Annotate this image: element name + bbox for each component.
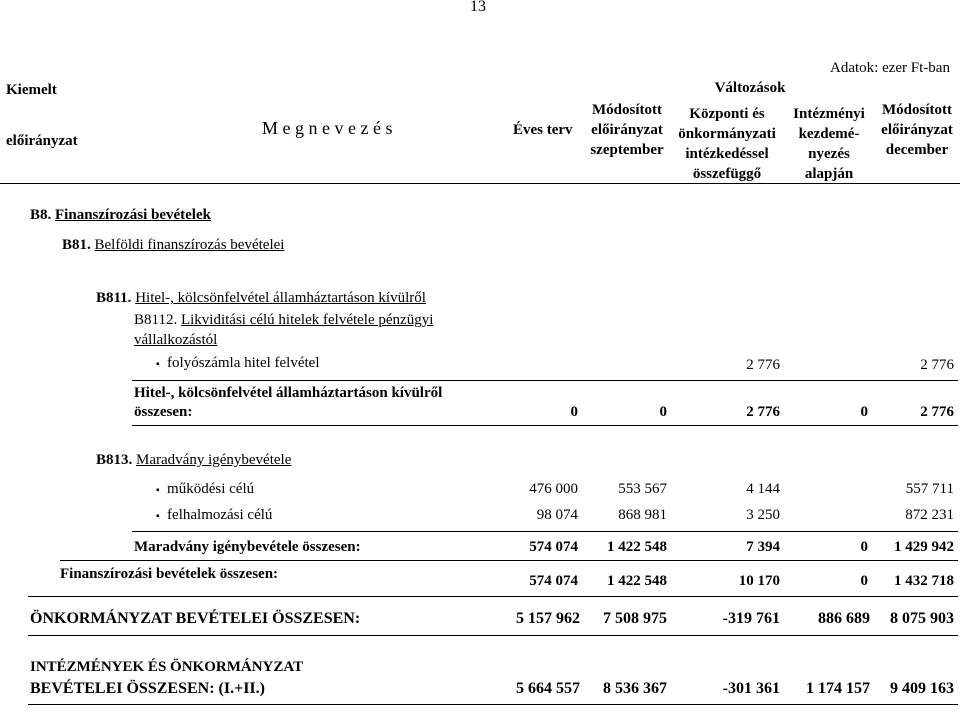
rule-maradvany-total <box>60 560 958 561</box>
mukodesi-mod-dec: 557 711 <box>905 481 954 497</box>
mukodesi-eves: 476 000 <box>529 481 578 497</box>
onkorm-total-intezmenyi: 886 689 <box>818 610 870 627</box>
finansz-total-label: Finanszírozási bevételek összesen: <box>60 566 279 582</box>
hitel-total-line2: összesen: <box>134 404 193 420</box>
felhalmozasi-kozponti: 3 250 <box>746 507 780 523</box>
intezm-total-kozponti: -301 361 <box>722 680 780 697</box>
intezm-total-intezmenyi: 1 174 157 <box>806 680 870 697</box>
hitel-total-kozponti: 2 776 <box>746 404 780 420</box>
rule-folyoszamla <box>132 380 958 381</box>
header-megnevezes: M e g n e v e z é s <box>262 118 393 138</box>
header-mod-szept: Módosított előirányzat szeptember <box>590 102 664 158</box>
felhalmozasi-eves: 98 074 <box>536 507 578 523</box>
onkorm-total-eves: 5 157 962 <box>516 610 580 627</box>
header-kiemelt: Kiemelt <box>6 82 57 98</box>
section-b81: B81. Belföldi finanszírozás bevételei <box>62 237 285 253</box>
felhalmozasi-mod-szept: 868 981 <box>618 507 667 523</box>
mukodesi-mod-szept: 553 567 <box>618 481 667 497</box>
rule-intezm-total <box>28 704 958 705</box>
row-mukodesi: ▪ működési célú <box>156 481 255 497</box>
maradvany-total-mod-szept: 1 422 548 <box>607 539 667 555</box>
intezm-total-line2: BEVÉTELEI ÖSSZESEN: (I.+II.) <box>30 680 265 697</box>
maradvany-total-mod-dec: 1 429 942 <box>894 539 954 555</box>
rule-onkorm-total <box>28 635 958 636</box>
maradvany-total-label: Maradvány igénybevétele összesen: <box>134 539 361 555</box>
section-b8112: B8112. Likviditási célú hitelek felvétele pénzügyi <box>134 312 434 328</box>
header-intezmenyi: Intézményi kezdemé- nyezés alapján <box>793 106 865 182</box>
mukodesi-kozponti: 4 144 <box>746 481 780 497</box>
finansz-total-intezmenyi: 0 <box>860 573 868 589</box>
header-valtozasok: Változások <box>714 80 786 96</box>
intezm-total-mod-szept: 8 536 367 <box>603 680 667 697</box>
unit-note: Adatok: ezer Ft-ban <box>830 60 950 76</box>
hitel-total-intezmenyi: 0 <box>860 404 868 420</box>
header-eves-terv: Éves terv <box>513 122 573 138</box>
header-rule <box>0 183 960 184</box>
onkorm-total-mod-dec: 8 075 903 <box>890 610 954 627</box>
finansz-total-mod-dec: 1 432 718 <box>894 573 954 589</box>
rule-felhalmozasi <box>132 531 958 532</box>
rule-finansz-total <box>28 596 958 597</box>
finansz-total-eves: 574 074 <box>529 573 578 589</box>
intezm-total-eves: 5 664 557 <box>516 680 580 697</box>
folyoszamla-mod-dec: 2 776 <box>920 357 954 373</box>
maradvany-total-kozponti: 7 394 <box>746 539 780 555</box>
felhalmozasi-mod-dec: 872 231 <box>905 507 954 523</box>
onkorm-total-label: ÖNKORMÁNYZAT BEVÉTELEI ÖSSZESEN: <box>30 610 361 627</box>
page-number: 13 <box>470 0 486 15</box>
finansz-total-kozponti: 10 170 <box>738 573 780 589</box>
hitel-total-line1: Hitel-, kölcsönfelvétel államháztartáson kívülről <box>134 385 443 401</box>
header-eloiranyzat: előirányzat <box>6 133 78 149</box>
intezm-total-line1: INTÉZMÉNYEK ÉS ÖNKORMÁNYZAT <box>30 659 304 675</box>
hitel-total-mod-szept: 0 <box>659 404 667 420</box>
intezm-total-mod-dec: 9 409 163 <box>890 680 954 697</box>
rule-hitel-total <box>132 425 958 426</box>
folyoszamla-kozponti: 2 776 <box>746 357 780 373</box>
section-b8112-line2: vállalkozástól <box>134 332 218 348</box>
onkorm-total-mod-szept: 7 508 975 <box>603 610 667 627</box>
section-b8: B8. Finanszírozási bevételek <box>30 207 211 223</box>
row-felhalmozasi: ▪ felhalmozási célú <box>156 507 273 523</box>
section-b813: B813. Maradvány igénybevétele <box>96 452 292 468</box>
maradvany-total-eves: 574 074 <box>529 539 578 555</box>
hitel-total-mod-dec: 2 776 <box>920 404 954 420</box>
section-b811: B811. Hitel-, kölcsönfelvétel államháztartáson kívülről <box>96 290 426 306</box>
maradvany-total-intezmenyi: 0 <box>860 539 868 555</box>
hitel-total-eves: 0 <box>570 404 578 420</box>
header-mod-dec: Módosított előirányzat december <box>881 102 953 158</box>
header-kozponti: Központi és önkormányzati intézkedéssel összefüggő <box>678 106 776 182</box>
onkorm-total-kozponti: -319 761 <box>722 610 780 627</box>
row-folyoszamla: ▪ folyószámla hitel felvétel <box>156 355 320 371</box>
finansz-total-mod-szept: 1 422 548 <box>607 573 667 589</box>
